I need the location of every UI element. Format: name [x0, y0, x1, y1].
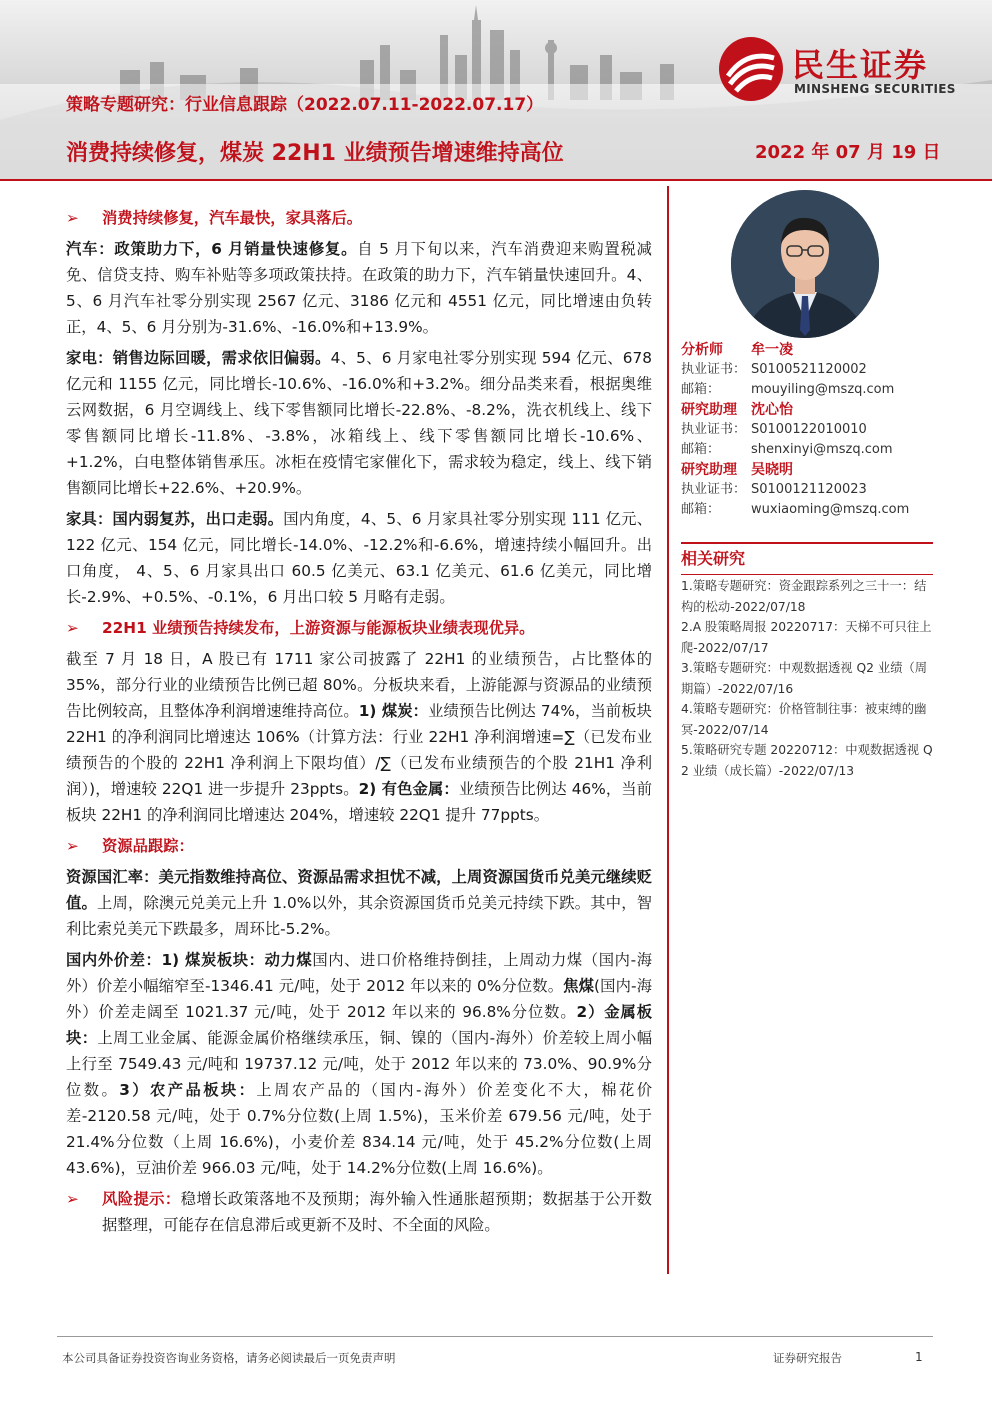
- page-number: 1: [915, 1350, 923, 1364]
- paragraph-body: 国内角度，4、5、6 月家具社零分别实现 111 亿元、122 亿元、154 亿元，同比增长-14.0%、-12.2%和-6.6%，增速持续小幅回升。出口角度， 4、5、6 月家具出口 60.5 亿美元、63.1 亿美元、61.6 亿美元，同比增长-2.9%、+0.5%、-0.1%，6 月出口较 5 月略有走弱。: [66, 510, 652, 606]
- main-content: [66, 205, 652, 1243]
- paragraph-appliance: [66, 345, 652, 501]
- paragraph-body: 国内、进口价格维持倒挂，上周动力煤（国内-海外）价差小幅缩窄至-1346.41 元/吨，处于 2012 年以来的 0%分位数。: [66, 951, 652, 995]
- paragraph-price-spread: [66, 947, 652, 1181]
- paragraph-body: 自 5 月下旬以来，汽车消费迎来购置税减免、信贷支持、购车补贴等多项政策扶持。在政策的助力下，汽车销量快速回升。4、5、6 月汽车社零分别实现 2567 亿元、3186 亿元和 4551 亿元，同比增速由负转正，4、5、6 月分别为-31.6%、-16.0%和+13.9%。: [66, 240, 652, 336]
- cert-label: 执业证书：: [681, 362, 747, 377]
- email-link[interactable]: mouyiling@mszq.com: [751, 382, 895, 397]
- paragraph-body: 上周农产品的（国内-海外）价差变化不大，棉花价差-2120.58 元/吨，处于 0.7%分位数(上周 1.5%)，玉米价差 679.56 元/吨，处于 21.4%分位数（上周 16.6%)，小麦价差 834.14 元/吨，处于 45.2%分位数(上周 43.6%)，豆油价差 966.03 元/吨，处于 14.2%分位数(上周 16.6%)。: [66, 1081, 652, 1177]
- section-heading-text: 消费持续修复，汽车最快，家具落后。: [102, 209, 363, 227]
- analyst-cert-row: [681, 420, 933, 440]
- analyst-row: [681, 400, 933, 420]
- analyst-email-row: [681, 440, 933, 460]
- paragraph-body: 业绩预告比例达 46%，当前板块 22H1 的净利润同比增速达 204%，增速较 22Q1 提升 77ppts。: [66, 780, 652, 824]
- paragraph-body: (国内-海外）价差走阔至 1021.37 元/吨，处于 2012 年以来的 96.8%分位数。: [66, 977, 652, 1021]
- report-date: 2022 年 07 月 19 日: [755, 142, 941, 163]
- analyst-name: 吴晓明: [751, 462, 793, 478]
- section-heading: [66, 205, 652, 231]
- analyst-block: [681, 340, 933, 400]
- analyst-email-row: [681, 500, 933, 520]
- footer-doc-type: 证券研究报告: [773, 1351, 842, 1365]
- paragraph-auto: [66, 236, 652, 340]
- analyst-row: [681, 340, 933, 360]
- paragraph-body: 上周，除澳元兑美元上升 1.0%以外，其余资源国货币兑美元持续下跌。其中，智利比索兑美元下跌最多，周环比-5.2%。: [66, 894, 652, 938]
- email-label: 邮箱：: [681, 502, 721, 517]
- logo-text-en: MINSHENG SECURITIES: [794, 82, 956, 96]
- paragraph-lead: 家具：国内弱复苏，出口走弱。: [66, 510, 284, 528]
- paragraph-lead: 家电：销售边际回暖，需求依旧偏弱。: [66, 349, 331, 367]
- risk-text-block: [102, 1186, 652, 1238]
- related-item[interactable]: 5.策略研究专题 20220712：中观数据透视 Q 2 业绩（成长篇）-2022/07/13: [681, 743, 933, 778]
- related-item[interactable]: 4.策略专题研究：价格管制往事：被束缚的幽冥-2022/07/14: [681, 702, 927, 737]
- arrow-bullet-icon: ➢: [66, 619, 79, 637]
- related-item[interactable]: 2.A 股策略周报 20220717：天梯不可只往上爬-2022/07/17: [681, 620, 932, 655]
- paragraph-lead: 国内外价差：1) 煤炭板块：动力煤: [66, 951, 313, 969]
- arrow-bullet-icon: ➢: [66, 209, 79, 227]
- paragraph-body: 上周工业金属、能源金属价格继续承压，铜、镍的（国内-海外）价差较上周小幅上行至 7549.43 元/吨和 19737.12 元/吨，处于 2012 年以来的 73.0%、90.9%分位数。: [66, 1029, 652, 1099]
- logo-emblem-icon: [718, 36, 784, 102]
- paragraph-body: 截至 7 月 18 日，A 股已有 1711 家公司披露了 22H1 的业绩预告，占比整体的 35%，部分行业的业绩预告比例已超 80%。分板块来看，上游能源与资源品的业绩预告比例较高，且整体净利润增速维持高位。: [66, 650, 652, 720]
- risk-notice: [66, 1186, 652, 1238]
- paragraph-body: 业绩预告比例达 74%，当前板块 22H1 的净利润同比增速达 106%（计算方法：行业 22H1 净利润增速=∑（已发布业绩预告的个股的 22H1 净利润上下限均值）/∑（已发布业绩预告的个股 21H1 净利润）)，增速较 22Q1 进一步提升 23ppts。: [66, 702, 652, 798]
- cert-label: 执业证书：: [681, 422, 747, 437]
- paragraph-lead: 汽车：政策助力下，6 月销量快速修复。: [66, 240, 358, 258]
- analyst-list: [681, 340, 933, 520]
- related-research-header: [681, 542, 933, 575]
- paragraph-lead: 2) 有色金属：: [358, 780, 459, 798]
- email-link[interactable]: shenxinyi@mszq.com: [751, 442, 893, 457]
- related-research-list: [681, 576, 933, 781]
- paragraph-lead: 焦煤: [563, 977, 595, 995]
- cert-number: S0100521120002: [751, 362, 867, 377]
- analyst-portrait-icon: [731, 190, 879, 338]
- analyst-block: [681, 400, 933, 460]
- paragraph-body: 4、5、6 月家电社零分别实现 594 亿元、678 亿元和 1155 亿元，同比增长-10.6%、-16.0%和+3.2%。细分品类来看，根据奥维云网数据，6 月空调线上、线下零售额同比增长-22.8%、-8.2%，洗衣机线上、线下零售额同比增长-11.8%、-3.8%，冰箱线上、线下零售额同比增长-10.6%、+1.2%，白电整体销售承压。冰柜在疫情宅家催化下，需求较为稳定，线上、线下销售额同比增长+22.6%、+20.9%。: [66, 349, 652, 497]
- analyst-name: 沈心怡: [751, 402, 793, 418]
- arrow-bullet-icon: ➢: [66, 1190, 79, 1208]
- email-label: 邮箱：: [681, 442, 721, 457]
- related-item[interactable]: 3.策略专题研究：中观数据透视 Q2 业绩（周期篇）-2022/07/16: [681, 661, 928, 696]
- analyst-photo: [731, 190, 879, 338]
- email-link[interactable]: wuxiaoming@mszq.com: [751, 502, 910, 517]
- logo-text-cn: 民生证券: [792, 46, 929, 84]
- cert-number: S0100122010010: [751, 422, 867, 437]
- analyst-name: 牟一凌: [751, 342, 793, 358]
- arrow-bullet-icon: ➢: [66, 837, 79, 855]
- analyst-row: [681, 460, 933, 480]
- header-banner: [0, 0, 992, 180]
- cert-number: S0100121120023: [751, 482, 867, 497]
- footer-divider: [57, 1336, 933, 1337]
- analyst-email-row: [681, 380, 933, 400]
- report-type: 策略专题研究：行业信息跟踪（2022.07.11-2022.07.17）: [66, 95, 544, 115]
- analyst-block: [681, 460, 933, 520]
- section-heading-text: 资源品跟踪：: [102, 837, 194, 855]
- column-divider: [667, 186, 669, 1274]
- analyst-cert-row: [681, 480, 933, 500]
- footer-disclaimer: 本公司具备证券投资咨询业务资格，请务必阅读最后一页免责声明: [62, 1351, 396, 1365]
- header-divider: [0, 179, 992, 181]
- analyst-cert-row: [681, 360, 933, 380]
- related-item[interactable]: 1.策略专题研究：资金跟踪系列之三十一：结构的松动-2022/07/18: [681, 579, 927, 614]
- analyst-role: 分析师: [681, 342, 723, 358]
- risk-label: 风险提示：: [102, 1190, 181, 1208]
- paragraph-earnings: [66, 646, 652, 828]
- analyst-role: 研究助理: [681, 402, 737, 418]
- minsheng-logo: [718, 36, 968, 104]
- email-label: 邮箱：: [681, 382, 721, 397]
- risk-text: 稳增长政策落地不及预期；海外输入性通胀超预期；数据基于公开数据整理，可能存在信息滞后或更新不及时、不全面的风险。: [102, 1190, 652, 1234]
- section-heading: [66, 615, 652, 641]
- paragraph-furniture: [66, 506, 652, 610]
- section-heading: [66, 833, 652, 859]
- paragraph-lead: 资源国汇率：美元指数维持高位、资源品需求担忧不减，上周资源国货币兑美元继续贬值。: [66, 868, 652, 912]
- paragraph-lead: 2）金属板块：: [66, 1003, 652, 1047]
- section-heading-text: 22H1 业绩预告持续发布，上游资源与能源板块业绩表现优异。: [102, 619, 535, 637]
- paragraph-lead: 1) 煤炭：: [358, 702, 429, 720]
- cert-label: 执业证书：: [681, 482, 747, 497]
- page-title: 消费持续修复，煤炭 22H1 业绩预告增速维持高位: [66, 141, 564, 166]
- paragraph-fx: [66, 864, 652, 942]
- analyst-role: 研究助理: [681, 462, 737, 478]
- related-research-title: 相关研究: [681, 549, 746, 568]
- paragraph-lead: 3）农产品板块：: [119, 1081, 257, 1099]
